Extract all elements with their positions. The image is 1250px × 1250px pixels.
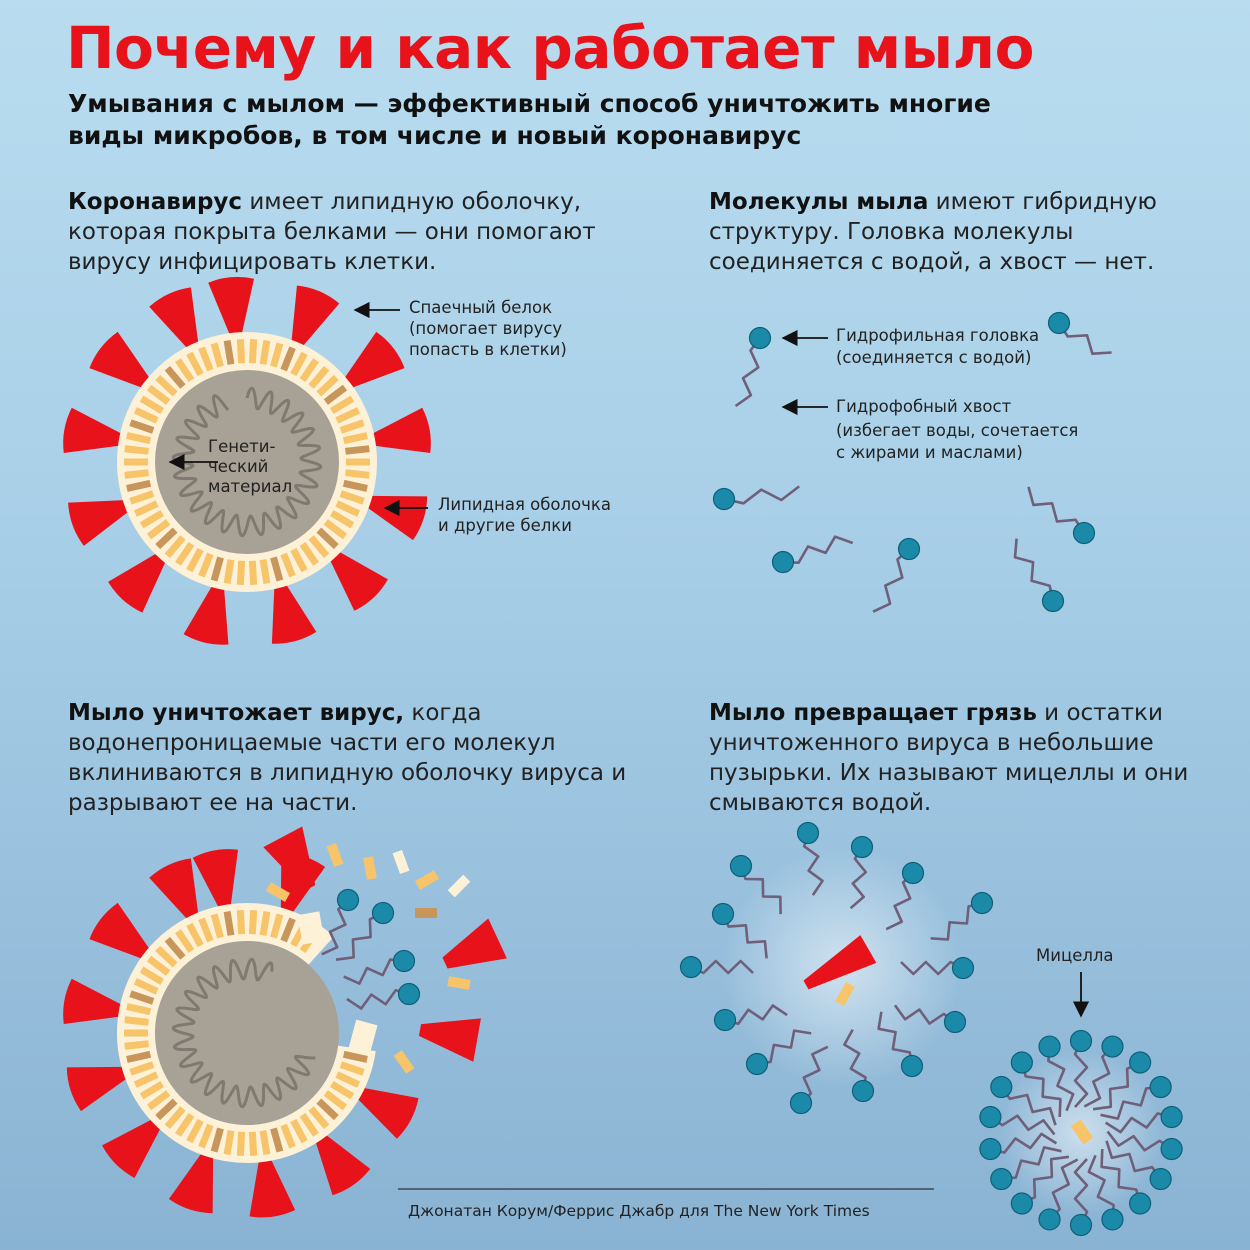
lipid-block xyxy=(346,459,370,466)
label-line: с жирами и маслами) xyxy=(836,443,1023,462)
spike-protein xyxy=(316,1134,371,1195)
spike-protein xyxy=(208,277,254,335)
spike-protein xyxy=(149,287,198,348)
section-lead: Мыло превращает грязь xyxy=(709,700,1037,726)
label-line: ческий xyxy=(208,457,269,476)
spike-protein xyxy=(272,584,316,644)
section-lead: Молекулы мыла xyxy=(709,189,929,215)
spike-protein xyxy=(149,858,198,919)
soap-head xyxy=(714,489,735,510)
section-lead: Мыло уничтожает вирус, xyxy=(68,700,405,726)
spike-protein xyxy=(68,500,129,546)
soap-head xyxy=(980,1107,1001,1128)
soap-head xyxy=(731,856,752,877)
credit-line: Джонатан Корум/Феррис Джабр для The New York Times xyxy=(408,1202,870,1220)
soap-head xyxy=(899,539,920,560)
membrane-fragment xyxy=(393,850,410,874)
label-line: (избегает воды, сочетается xyxy=(836,421,1079,440)
spike-protein xyxy=(357,1088,418,1139)
label-line: (помогает вирусу xyxy=(409,319,563,338)
label-line: попасть в клетки) xyxy=(409,340,567,359)
label-line: Гидрофильная головка xyxy=(836,326,1040,345)
lipid-block xyxy=(249,561,257,585)
spike-protein xyxy=(367,496,427,540)
soap-head xyxy=(1071,1031,1092,1052)
soap-head xyxy=(681,957,702,978)
lipid-block xyxy=(124,1030,148,1037)
spike-protein xyxy=(291,285,339,346)
spike-protein xyxy=(169,1153,213,1213)
soap-head xyxy=(1074,523,1095,544)
soap-head xyxy=(394,951,415,972)
membrane-fragment xyxy=(415,908,437,918)
soap-head xyxy=(791,1093,812,1114)
soap-head xyxy=(1161,1138,1182,1159)
soap-head xyxy=(953,958,974,979)
label-line: и другие белки xyxy=(438,516,572,535)
soap-head xyxy=(980,1138,1001,1159)
soap-head xyxy=(991,1077,1012,1098)
section-text: и остатки уничтоженного вируса в небольшие пузырьки. Их называют мицеллы и они смываются водой. xyxy=(709,700,1189,816)
soap-head xyxy=(713,904,734,925)
broken-virus-illustration xyxy=(63,826,507,1217)
spike-protein xyxy=(63,408,122,453)
soap-head xyxy=(1150,1077,1171,1098)
lipid-block xyxy=(237,1132,245,1156)
spike-protein-label xyxy=(409,298,567,359)
soap-head xyxy=(1071,1215,1092,1236)
membrane-fragment xyxy=(348,1020,377,1055)
page-title: Почему и как работает мыло xyxy=(66,14,1034,82)
soap-head xyxy=(902,1056,923,1077)
soap-head xyxy=(1039,1209,1060,1230)
spike-protein xyxy=(193,849,238,908)
label-line: (соединяется с водой) xyxy=(836,348,1032,367)
soap-head xyxy=(373,903,394,924)
lipid-block xyxy=(249,1132,257,1156)
lipid-block xyxy=(237,561,245,585)
spike-protein xyxy=(102,1119,161,1178)
lipid-block xyxy=(237,910,245,934)
soap-head xyxy=(1130,1052,1151,1073)
hydrophobic-tail-label xyxy=(836,397,1078,462)
soap-head xyxy=(1049,313,1070,334)
section-text: имеют гибридную структуру. Головка молекулы соединяется с водой, а хвост — нет. xyxy=(709,189,1157,275)
soap-head xyxy=(1150,1169,1171,1190)
spike-protein xyxy=(344,332,404,388)
hydrophilic-head-label xyxy=(836,326,1039,367)
soap-head xyxy=(747,1054,768,1075)
soap-head xyxy=(773,552,794,573)
spike-protein xyxy=(184,585,229,644)
soap-head xyxy=(852,837,873,858)
membrane-fragment xyxy=(415,870,439,890)
soap-head xyxy=(1102,1209,1123,1230)
detached-spike xyxy=(442,919,506,969)
membrane-fragment xyxy=(448,875,471,898)
soap-head xyxy=(715,1010,736,1031)
micelles-illustration xyxy=(681,823,1183,1236)
soap-head xyxy=(945,1012,966,1033)
micelle-label: Мицелла xyxy=(1036,946,1114,965)
soap-head xyxy=(972,893,993,914)
soap-head xyxy=(991,1169,1012,1190)
soap-head xyxy=(1011,1052,1032,1073)
lipid-block xyxy=(249,910,257,934)
soap-head xyxy=(853,1081,874,1102)
spike-protein xyxy=(89,903,149,959)
membrane-fragment xyxy=(363,856,377,879)
soap-head xyxy=(1043,591,1064,612)
spike-protein xyxy=(108,553,166,613)
spike-protein xyxy=(250,1159,296,1218)
soap-head xyxy=(1102,1036,1123,1057)
section-lead: Коронавирус xyxy=(68,189,243,215)
lipid-block xyxy=(237,339,245,363)
membrane-fragment xyxy=(447,976,470,990)
label-line: Генети- xyxy=(208,437,276,456)
label-line: Спаечный белок xyxy=(409,298,553,317)
soap-head xyxy=(750,328,771,349)
spike-protein xyxy=(330,552,388,611)
soap-head xyxy=(903,863,924,884)
label-line: Гидрофобный хвост xyxy=(836,397,1012,416)
label-line: материал xyxy=(208,477,293,496)
soap-head xyxy=(1011,1193,1032,1214)
spike-protein xyxy=(63,979,122,1024)
soap-head xyxy=(1161,1107,1182,1128)
membrane-fragment xyxy=(394,1050,415,1074)
section-text: когда водонепроницаемые части его молекул вклиниваются в липидную оболочку вируса и разрывают ее на части. xyxy=(68,700,627,816)
page-subtitle: Умывания с мылом — эффективный способ уничтожить многие виды микробов, в том числе и новый коронавирус xyxy=(68,89,991,150)
lipid-envelope-label xyxy=(438,495,611,535)
lipid-block xyxy=(249,339,257,363)
label-line: Липидная оболочка xyxy=(438,495,611,514)
soap-head xyxy=(798,823,819,844)
soap-head xyxy=(338,890,359,911)
spike-protein xyxy=(372,408,431,453)
soap-head xyxy=(1130,1193,1151,1214)
lipid-block xyxy=(124,459,148,466)
spike-protein xyxy=(67,1067,127,1111)
soap-tail xyxy=(724,486,799,503)
soap-head xyxy=(399,984,420,1005)
soap-head xyxy=(1039,1036,1060,1057)
spike-protein xyxy=(89,332,149,388)
section-text: имеет липидную оболочку, которая покрыта белками — они помогают вирусу инфицировать клетки. xyxy=(68,189,596,275)
detached-spike xyxy=(419,1018,481,1061)
membrane-fragment xyxy=(327,843,344,867)
